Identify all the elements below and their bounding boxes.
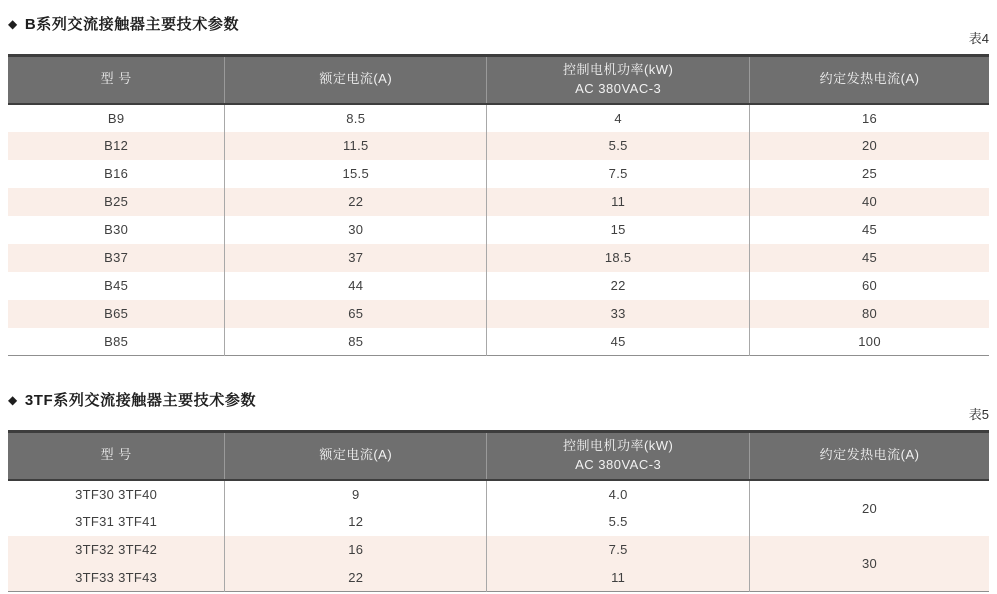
cell-thermal-current: 16 bbox=[750, 104, 989, 132]
cell-model: B9 bbox=[107, 110, 125, 126]
table-row bbox=[8, 480, 989, 508]
cell-thermal-current-merged: 30 bbox=[750, 536, 989, 592]
col-header-thermal-current: 约定发热电流(A) bbox=[750, 56, 989, 104]
cell-rated-current: 16 bbox=[225, 536, 487, 564]
cell-model: 3TF32 3TF42 bbox=[75, 542, 158, 557]
cell-motor-power: 15 bbox=[487, 216, 750, 244]
col-header-thermal-current: 约定发热电流(A) bbox=[750, 432, 989, 480]
cell-rated-current: 85 bbox=[225, 328, 487, 356]
cell-rated-current: 37 bbox=[225, 244, 487, 272]
cell-model: B25 bbox=[104, 194, 129, 209]
table-row bbox=[8, 272, 989, 300]
cell-rated-current: 9 bbox=[225, 480, 487, 508]
tf-series-section-head bbox=[8, 356, 989, 424]
table-row bbox=[8, 244, 989, 272]
col-header-model: 型 号 bbox=[8, 56, 225, 104]
cell-motor-power: 18.5 bbox=[487, 244, 750, 272]
cell-model: B12 bbox=[104, 138, 129, 153]
tf-series-section bbox=[8, 356, 989, 592]
cell-rated-current: 65 bbox=[225, 300, 487, 328]
motor-power-line2: AC 380VAC-3 bbox=[575, 456, 662, 472]
b-series-title bbox=[8, 13, 239, 34]
cell-rated-current: 11.5 bbox=[225, 132, 487, 160]
cell-model: B16 bbox=[104, 166, 129, 181]
cell-thermal-current: 60 bbox=[750, 272, 989, 300]
tf-series-title-text: 3TF系列交流接触器主要技术参数 bbox=[24, 392, 257, 409]
cell-motor-power: 7.5 bbox=[487, 536, 750, 564]
table-row bbox=[8, 536, 989, 564]
col-header-model: 型 号 bbox=[8, 432, 225, 480]
cell-motor-power: 4.0 bbox=[487, 480, 750, 508]
table-row bbox=[8, 216, 989, 244]
cell-rated-current: 30 bbox=[225, 216, 487, 244]
cell-model: B45 bbox=[104, 278, 129, 293]
tf-series-title bbox=[8, 389, 256, 410]
cell-model: B85 bbox=[104, 333, 129, 349]
col-header-rated-current: 额定电流(A) bbox=[225, 56, 487, 104]
cell-model: B37 bbox=[104, 250, 129, 265]
table-row bbox=[8, 132, 989, 160]
tf-series-table bbox=[8, 430, 989, 592]
cell-rated-current: 44 bbox=[225, 272, 487, 300]
cell-model: 3TF30 3TF40 bbox=[75, 486, 158, 502]
cell-motor-power: 4 bbox=[487, 104, 750, 132]
table4-tag: 表4 bbox=[968, 31, 989, 46]
cell-model: 3TF33 3TF43 bbox=[75, 569, 158, 585]
cell-thermal-current: 100 bbox=[750, 328, 989, 356]
diamond-icon: ◆ bbox=[8, 392, 18, 407]
table-header-row bbox=[8, 432, 989, 480]
cell-thermal-current: 20 bbox=[750, 132, 989, 160]
table5-tag: 表5 bbox=[968, 407, 989, 422]
cell-rated-current: 15.5 bbox=[225, 160, 487, 188]
cell-motor-power: 33 bbox=[487, 300, 750, 328]
cell-rated-current: 22 bbox=[225, 564, 487, 592]
cell-thermal-current: 40 bbox=[750, 188, 989, 216]
cell-motor-power: 5.5 bbox=[487, 132, 750, 160]
b-series-section bbox=[8, 0, 989, 356]
diamond-icon: ◆ bbox=[8, 16, 18, 31]
col-header-rated-current: 额定电流(A) bbox=[225, 432, 487, 480]
cell-model: 3TF31 3TF41 bbox=[75, 514, 158, 529]
cell-motor-power: 11 bbox=[487, 564, 750, 592]
cell-motor-power: 11 bbox=[487, 188, 750, 216]
cell-model: B30 bbox=[104, 222, 129, 237]
cell-model: B65 bbox=[104, 306, 129, 321]
b-series-section-head bbox=[8, 0, 989, 48]
table-header-row bbox=[8, 56, 989, 104]
table-row bbox=[8, 300, 989, 328]
cell-rated-current: 8.5 bbox=[225, 104, 487, 132]
cell-rated-current: 12 bbox=[225, 508, 487, 536]
cell-thermal-current: 25 bbox=[750, 160, 989, 188]
table-row bbox=[8, 160, 989, 188]
table-row bbox=[8, 328, 989, 356]
b-series-table bbox=[8, 54, 989, 356]
cell-motor-power: 45 bbox=[487, 328, 750, 356]
motor-power-line1: 控制电机功率(kW) bbox=[562, 437, 674, 453]
cell-thermal-current: 45 bbox=[750, 244, 989, 272]
cell-motor-power: 5.5 bbox=[487, 508, 750, 536]
cell-motor-power: 22 bbox=[487, 272, 750, 300]
cell-motor-power: 7.5 bbox=[487, 160, 750, 188]
motor-power-line1: 控制电机功率(kW) bbox=[562, 61, 674, 77]
cell-thermal-current: 45 bbox=[750, 216, 989, 244]
col-header-motor-power bbox=[487, 432, 750, 480]
cell-thermal-current: 80 bbox=[750, 300, 989, 328]
table-row bbox=[8, 188, 989, 216]
cell-rated-current: 22 bbox=[225, 188, 487, 216]
table-row bbox=[8, 104, 989, 132]
motor-power-line2: AC 380VAC-3 bbox=[575, 80, 662, 96]
b-series-title-text: B系列交流接触器主要技术参数 bbox=[24, 16, 240, 33]
col-header-motor-power bbox=[487, 56, 750, 104]
cell-thermal-current-merged: 20 bbox=[750, 480, 989, 536]
